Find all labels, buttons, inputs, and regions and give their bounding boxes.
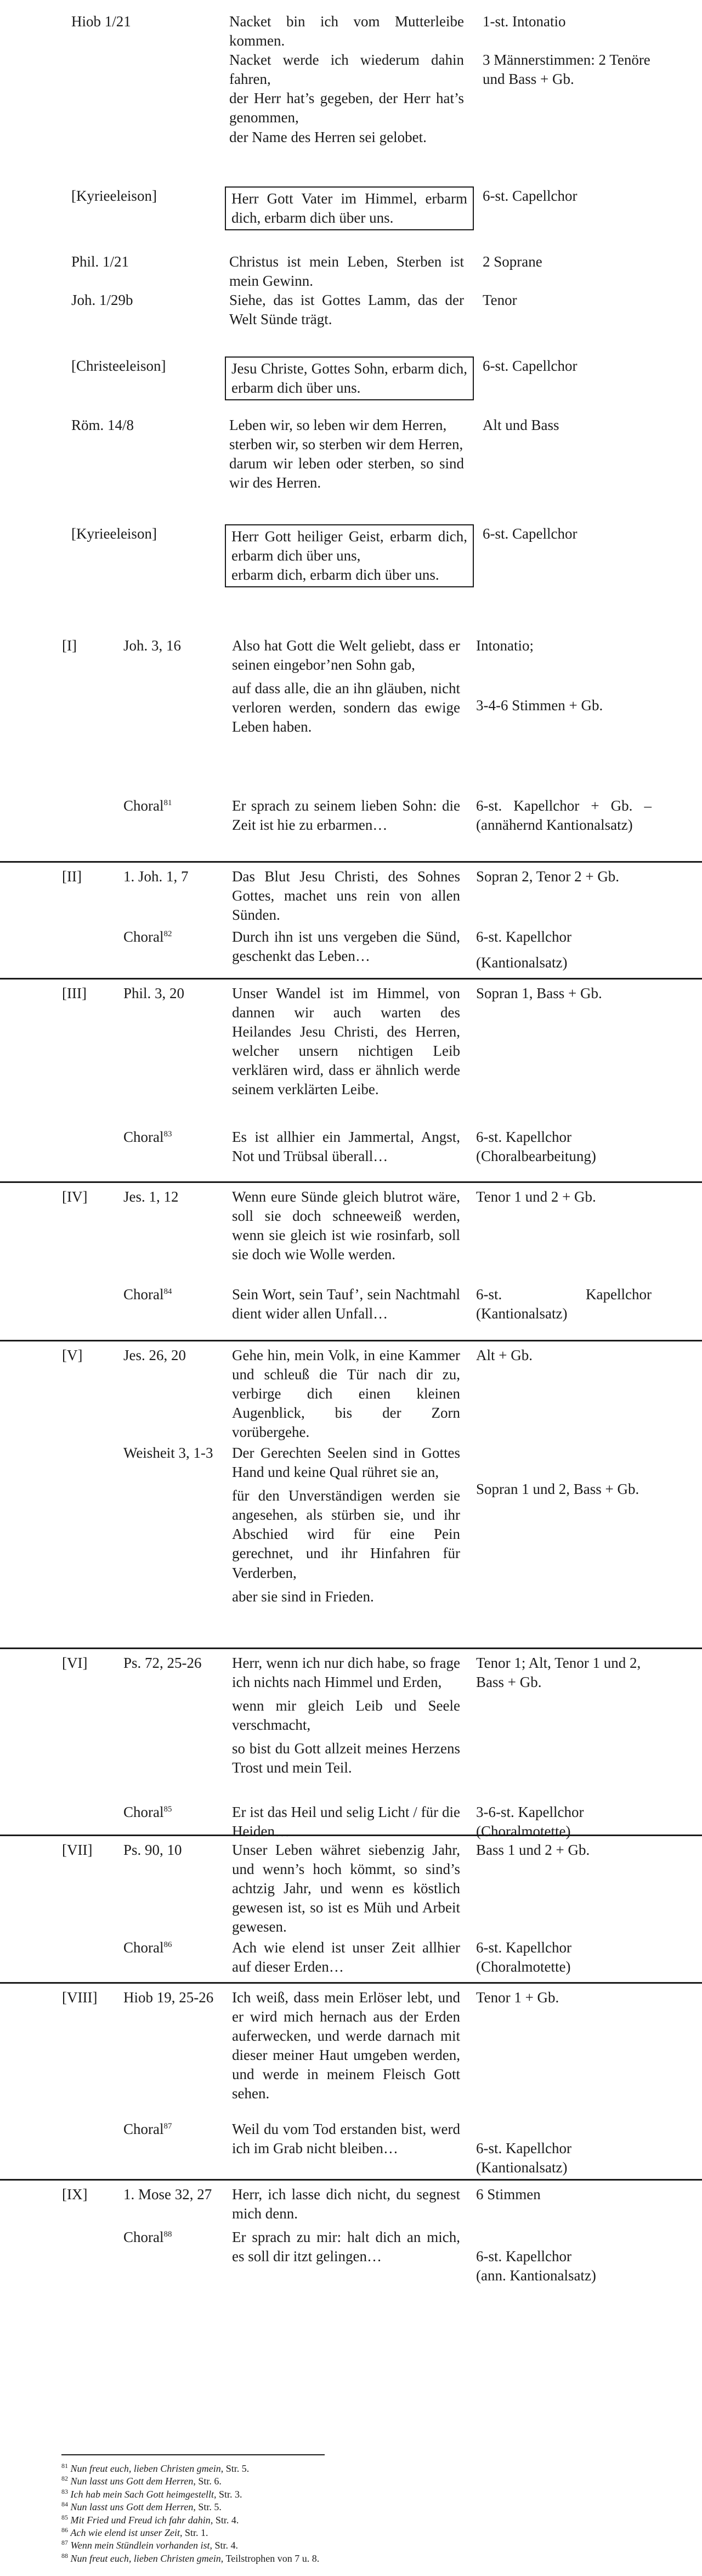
listing-row <box>0 416 702 524</box>
liturgical-label: [Kyrieeleison] <box>71 188 157 204</box>
verse-text: Sein Wort, sein Tauf’, sein Nachtmahl dient wider allen Unfall… <box>232 1286 460 1322</box>
choral-label: Choral$^{87}$ <box>123 2121 172 2137</box>
verse-text: Nacket bin ich vom Mutterleibe kommen. Nacket werde ich wiederum dahin fahren, der Herr hat’s gegeben, der Herr hat’s genommen, der Name des Herren sei gelobet. <box>229 13 464 145</box>
listing-row <box>0 186 702 252</box>
voicing: Tenor <box>483 292 517 308</box>
voicing: Tenor 1; Alt, Tenor 1 und 2, Bass + Gb. <box>476 1655 641 1691</box>
footnote: $^{84}$ Nun lasst uns Gott dem Herren, Str. 5. <box>61 2500 222 2513</box>
verse-text: Der Gerechten Seelen sind in Gottes Hand und keine Qual rühret sie an, für den Unverständigen werden sie angesehen, als stürben sie, und ihr Abschied wird für eine Pein gerechnet, und ihr Hinfahren für Verderben, aber sie sind in Frieden. <box>232 1445 460 1605</box>
footnote: $^{81}$ Nun freut euch, lieben Christen gmein, Str. 5. <box>61 2462 250 2474</box>
bible-reference: Phil. 1/21 <box>71 253 129 270</box>
footnote: $^{85}$ Mit Fried und Freud ich fahr dahin, Str. 4. <box>61 2513 239 2526</box>
voicing: 6-st. Kapellchor (Choralbearbeitung) <box>476 1129 596 1165</box>
bible-reference: Joh. 1/29b <box>71 292 133 308</box>
verse-text: Das Blut Jesu Christi, des Sohnes Gottes, machet uns rein von allen Sünden. <box>232 868 460 924</box>
voicing: 2 Soprane <box>483 253 542 270</box>
bible-reference: Jes. 1, 12 <box>123 1188 179 1205</box>
footnote: $^{87}$ Wenn mein Stündlein vorhanden ist, Str. 4. <box>61 2539 238 2551</box>
verse-text: Er sprach zu mir: halt dich an mich, es soll dir itzt gelingen… <box>232 2229 460 2265</box>
verse-text: Herr, wenn ich nur dich habe, so frage ich nichts nach Himmel und Erden, wenn mir gleich Leib und Seele verschmacht, so bist du Gott allzeit meines Herzens Trost und mein Teil. <box>232 1655 460 1776</box>
voicing: 1-st. Intonatio 3 Männerstimmen: 2 Tenöre und Bass + Gb. <box>483 13 650 88</box>
voicing: 6-st. Kapellchor + Gb. – (annähernd Kantionalsatz) <box>476 797 652 834</box>
section-row <box>0 1984 702 2120</box>
verse-text: Es ist allhier ein Jammertal, Angst, Not und Trübsal überall… <box>232 1129 460 1165</box>
bible-reference: Joh. 3, 16 <box>123 637 182 654</box>
voicing: 3-6-st. Kapellchor (Choralmotette) <box>476 1804 584 1840</box>
section-row <box>0 636 702 796</box>
verse-text: Ich weiß, dass mein Erlöser lebt, und er wird mich hernach aus der Erden auferwecken, und werde darnach mit dieser meiner Haut umgeben werden, und werde in meinem Fleisch Gott sehen. <box>232 1989 460 2102</box>
voicing: Tenor 1 und 2 + Gb. <box>476 1188 596 1205</box>
voicing: Bass 1 und 2 + Gb. <box>476 1842 590 1858</box>
voicing: 6-st. Capellchor <box>483 188 578 204</box>
section-row <box>0 1341 702 1443</box>
liturgical-label: [Kyrieeleison] <box>71 525 157 542</box>
choral-label: Choral$^{82}$ <box>123 929 172 945</box>
listing-row <box>0 252 702 291</box>
section-I <box>0 636 702 863</box>
section-row <box>0 1836 702 1938</box>
voicing: 6-st. Kapellchor (Kantionalsatz) <box>476 929 571 971</box>
verse-text: Unser Wandel ist im Himmel, von dannen wir auch warten des Heilandes Jesu Christi, des Herren, welcher unsern nichtigen Leib verklären wird, dass er ähnlich werde seinem verklärten Leibe. <box>232 985 460 1098</box>
choral-label: Choral$^{84}$ <box>123 1286 172 1303</box>
section-number: [IX] <box>62 2186 88 2203</box>
verse-text: Ach wie elend ist unser Zeit allhier auf dieser Erden… <box>232 1939 460 1975</box>
section-row <box>0 2181 702 2228</box>
choral-label: Choral$^{88}$ <box>123 2229 172 2245</box>
section-number: [IV] <box>62 1188 88 1205</box>
footnote: $^{88}$ Nun freut euch, lieben Christen gmein, Teilstrophen von 7 u. 8. <box>61 2551 320 2564</box>
section-number: [VI] <box>62 1655 88 1671</box>
voicing: Alt + Gb. <box>476 1347 533 1363</box>
choral-label: Choral$^{81}$ <box>123 797 172 814</box>
voicing: 6-st. Capellchor <box>483 358 578 374</box>
choral-label: Choral$^{86}$ <box>123 1939 172 1956</box>
voicing: Sopran 1, Bass + Gb. <box>476 985 602 1001</box>
verse-text: Durch ihn ist uns vergeben die Sünd, geschenkt das Leben… <box>232 929 460 965</box>
footnote: $^{82}$ Nun lasst uns Gott dem Herren, Str. 6. <box>61 2475 222 2487</box>
bible-reference: Hiob 1/21 <box>71 13 131 30</box>
section-IX <box>0 2181 702 2301</box>
choral-label: Choral$^{85}$ <box>123 1804 172 1820</box>
voicing: 6-st. Kapellchor (Kantionalsatz) <box>476 2140 571 2176</box>
listing-row <box>0 524 702 634</box>
boxed-verse-text: Herr Gott heiliger Geist, erbarm dich, erbarm dich über uns, erbarm dich, erbarm dich über uns. <box>225 524 474 587</box>
section-VII <box>0 1836 702 1984</box>
bible-reference: Ps. 90, 10 <box>123 1842 182 1858</box>
liturgical-label: [Christeeleison] <box>71 358 166 374</box>
verse-text: Er sprach zu seinem lieben Sohn: die Zeit ist hie zu erbarmen… <box>232 797 460 834</box>
voicing: Sopran 1 und 2, Bass + Gb. <box>476 1481 639 1497</box>
bible-reference: 1. Joh. 1, 7 <box>123 868 189 885</box>
voicing: 6-st. Kapellchor (Choralmotette) <box>476 1939 571 1975</box>
voicing: Alt und Bass <box>483 417 559 433</box>
voicing: 6 Stimmen <box>476 2186 541 2203</box>
voicing: 6-st. Capellchor <box>483 525 578 542</box>
footnote: $^{83}$ Ich hab mein Sach Gott heimgestellt, Str. 3. <box>61 2487 242 2500</box>
section-row <box>0 1183 702 1285</box>
voicing: 6-st. Kapellchor (Kantionalsatz) <box>476 1286 652 1322</box>
section-number: [II] <box>62 868 82 885</box>
verse-text: Also hat Gott die Welt geliebt, dass er seinen eingebor’nen Sohn gab, auf dass alle, die an ihn gläuben, nicht verloren werden, sondern das ewige Leben haben. <box>232 637 460 735</box>
bible-reference: Hiob 19, 25-26 <box>123 1989 214 2006</box>
section-number: [VII] <box>62 1842 93 1858</box>
verse-text: Weil du vom Tod erstanden bist, werd ich im Grab nicht bleiben… <box>232 2121 460 2157</box>
listing-row <box>0 12 702 186</box>
verse-text: Wenn eure Sünde gleich blutrot wäre, soll sie doch schneeweiß werden, wenn sie gleich ist wie rosinfarb, soll sie doch wie Wolle werden. <box>232 1188 460 1263</box>
section-VI <box>0 1649 702 1840</box>
section-VIII <box>0 1984 702 2181</box>
bible-reference: Weisheit 3, 1-3 <box>123 1445 213 1461</box>
footnotes <box>61 2462 319 2565</box>
section-row <box>0 863 702 927</box>
upper-listing <box>0 0 702 634</box>
section-III <box>0 980 702 1183</box>
boxed-verse-text: Herr Gott Vater im Himmel, erbarm dich, erbarm dich über uns. <box>225 186 474 230</box>
section-V <box>0 1341 702 1649</box>
listing-row <box>0 356 702 416</box>
section-number: [III] <box>62 985 87 1001</box>
verse-text: Er ist das Heil und selig Licht / für die Heiden… <box>232 1804 460 1840</box>
section-IV <box>0 1183 702 1341</box>
bible-reference: Jes. 26, 20 <box>123 1347 186 1363</box>
section-number: [V] <box>62 1347 83 1363</box>
verse-text: Gehe hin, mein Volk, in eine Kammer und schleuß die Tür nach dir zu, verbirge dich einen kleinen Augenblick, bis der Zorn vorübergehe. <box>232 1347 460 1441</box>
verse-text: Unser Leben währet siebenzig Jahr, und wenn’s hoch kömmt, so sind’s achtzig Jahr, und wenn es köstlich gewesen ist, so ist es Müh und Arbeit gewesen. <box>232 1842 460 1935</box>
section-row <box>0 1649 702 1803</box>
listing-row <box>0 291 702 356</box>
choral-label: Choral$^{83}$ <box>123 1129 172 1145</box>
verse-text: Leben wir, so leben wir dem Herren, sterben wir, so sterben wir dem Herren, darum wir leben oder sterben, so sind wir des Herren. <box>229 417 464 491</box>
bible-reference: Ps. 72, 25-26 <box>123 1655 202 1671</box>
bible-reference: Phil. 3, 20 <box>123 985 185 1001</box>
verse-text: Siehe, das ist Gottes Lamm, das der Welt Sünde trägt. <box>229 292 464 328</box>
verse-text: Christus ist mein Leben, Sterben ist mein Gewinn. <box>229 253 464 290</box>
section-number: [VIII] <box>62 1989 98 2006</box>
voicing: 6-st. Kapellchor (ann. Kantionalsatz) <box>476 2248 596 2284</box>
section-number: [I] <box>62 637 77 654</box>
voicing: Tenor 1 + Gb. <box>476 1989 559 2006</box>
verse-text: Herr, ich lasse dich nicht, du segnest mich denn. <box>232 2186 460 2222</box>
section-II <box>0 863 702 980</box>
footnote: $^{86}$ Ach wie elend ist unser Zeit, Str. 1. <box>61 2526 208 2538</box>
numbered-sections <box>0 636 702 2301</box>
voicing: Intonatio; 3-4-6 Stimmen + Gb. <box>476 637 603 714</box>
section-row <box>0 980 702 1128</box>
voicing: Sopran 2, Tenor 2 + Gb. <box>476 868 620 885</box>
boxed-verse-text: Jesu Christe, Gottes Sohn, erbarm dich, erbarm dich über uns. <box>225 356 474 400</box>
bible-reference: 1. Mose 32, 27 <box>123 2186 212 2203</box>
bible-reference: Röm. 14/8 <box>71 417 134 433</box>
footnote-rule <box>61 2454 325 2455</box>
